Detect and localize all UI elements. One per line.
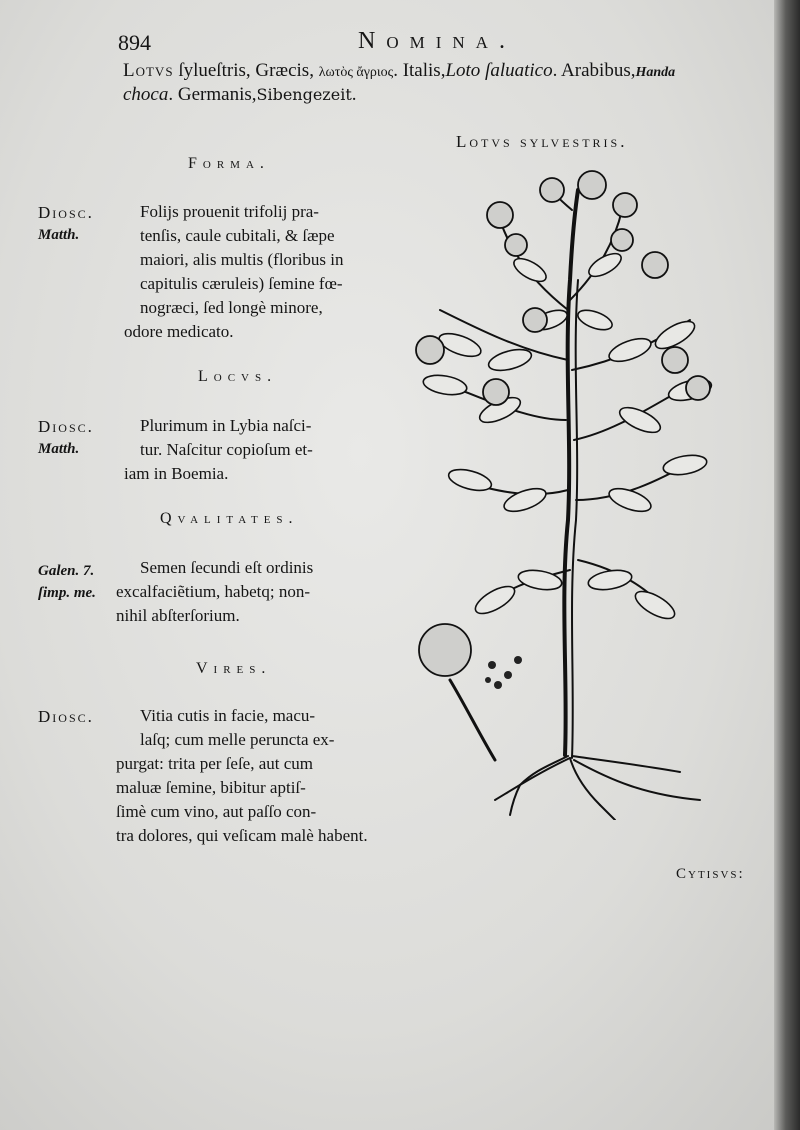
intro-text-germanis: . Germanis,: [168, 84, 257, 105]
plant-woodcut-illustration: [400, 160, 730, 820]
text-line: iam in Boemia.: [124, 464, 229, 483]
section-heading-locus: Locvs.: [198, 368, 278, 385]
text-line: ſimè cum vino, aut paſſo con-: [116, 802, 317, 821]
text-line: Plurimum in Lybia naſci-: [140, 416, 312, 435]
text-line: Semen ſecundi eſt ordinis: [140, 558, 314, 577]
plate-title: Lotvs sylvestris.: [456, 132, 628, 151]
intro-italian-name: Loto ſaluatico: [445, 60, 553, 81]
margin-note-qualitates: [38, 560, 96, 604]
margin-note-vires: [38, 706, 94, 728]
intro-text-c: . Italis,: [393, 60, 446, 81]
text-line: tra dolores, qui veſicam malè habent.: [116, 826, 368, 845]
margin-ref: Diosc.: [38, 203, 94, 222]
intro-line-end: .: [351, 84, 357, 105]
section-heading-forma: Forma.: [188, 155, 270, 172]
text-line: nogræci, ſed longè minore,: [140, 298, 323, 317]
margin-ref: Matth.: [38, 227, 80, 243]
margin-ref: Diosc.: [38, 417, 94, 436]
text-line: Vitia cutis in facie, macu-: [140, 706, 316, 725]
intro-text-a: ſylueſtris, Græcis,: [173, 60, 319, 81]
section-body-vires: [116, 704, 368, 848]
intro-arabic-name: Handa: [635, 65, 676, 80]
section-body-qualitates: [116, 556, 314, 628]
section-heading-qualitates: Qvalitates.: [160, 510, 299, 527]
margin-ref: ſimp. me.: [38, 585, 96, 601]
text-line: laſq; cum melle perunctа ex-: [140, 730, 335, 749]
intro-line-1: [123, 60, 675, 82]
section-heading-vires: Vires.: [196, 660, 272, 677]
section-body-forma: [124, 200, 344, 344]
intro-lead-word: Lotvs: [123, 60, 174, 81]
page-number: 894: [118, 30, 151, 55]
section-body-locus: [124, 414, 313, 486]
text-line: purgat: trita per ſeſe, aut cum: [116, 754, 314, 773]
catchword: Cytisvs:: [676, 866, 745, 882]
intro-greek-name: λωτὸς ἄγριος: [318, 65, 394, 80]
margin-ref: Galen. 7.: [38, 563, 95, 579]
margin-ref: Diosc.: [38, 707, 94, 726]
text-line: tur. Naſcitur copioſum et-: [140, 440, 313, 459]
page-gutter-shadow: [774, 0, 800, 1130]
intro-arabic-name-cont: choca: [123, 84, 169, 105]
intro-german-name: Sibengezeit: [256, 85, 352, 104]
text-line: tenſis, caule cubitali, & ſæpe: [140, 226, 335, 245]
margin-note-forma: [38, 202, 94, 246]
text-line: capitulis cæruleis) ſemine fœ-: [140, 274, 343, 293]
text-line: Folijs prouenit trifolij pra-: [140, 202, 319, 221]
intro-text-d: . Arabibus,: [552, 60, 636, 81]
text-line: maiori, alis multis (floribus in: [140, 250, 344, 269]
text-line: excalfaciẽtium, habetq; non-: [116, 582, 310, 601]
running-head: Nomina.: [358, 28, 516, 54]
intro-line-2: [123, 84, 357, 106]
text-line: nihil abſterſorium.: [116, 606, 240, 625]
text-line: odore medicato.: [124, 322, 234, 341]
margin-ref: Matth.: [38, 441, 80, 457]
text-line: maluæ ſemine, bibitur aptiſ-: [116, 778, 306, 797]
margin-note-locus: [38, 416, 94, 460]
